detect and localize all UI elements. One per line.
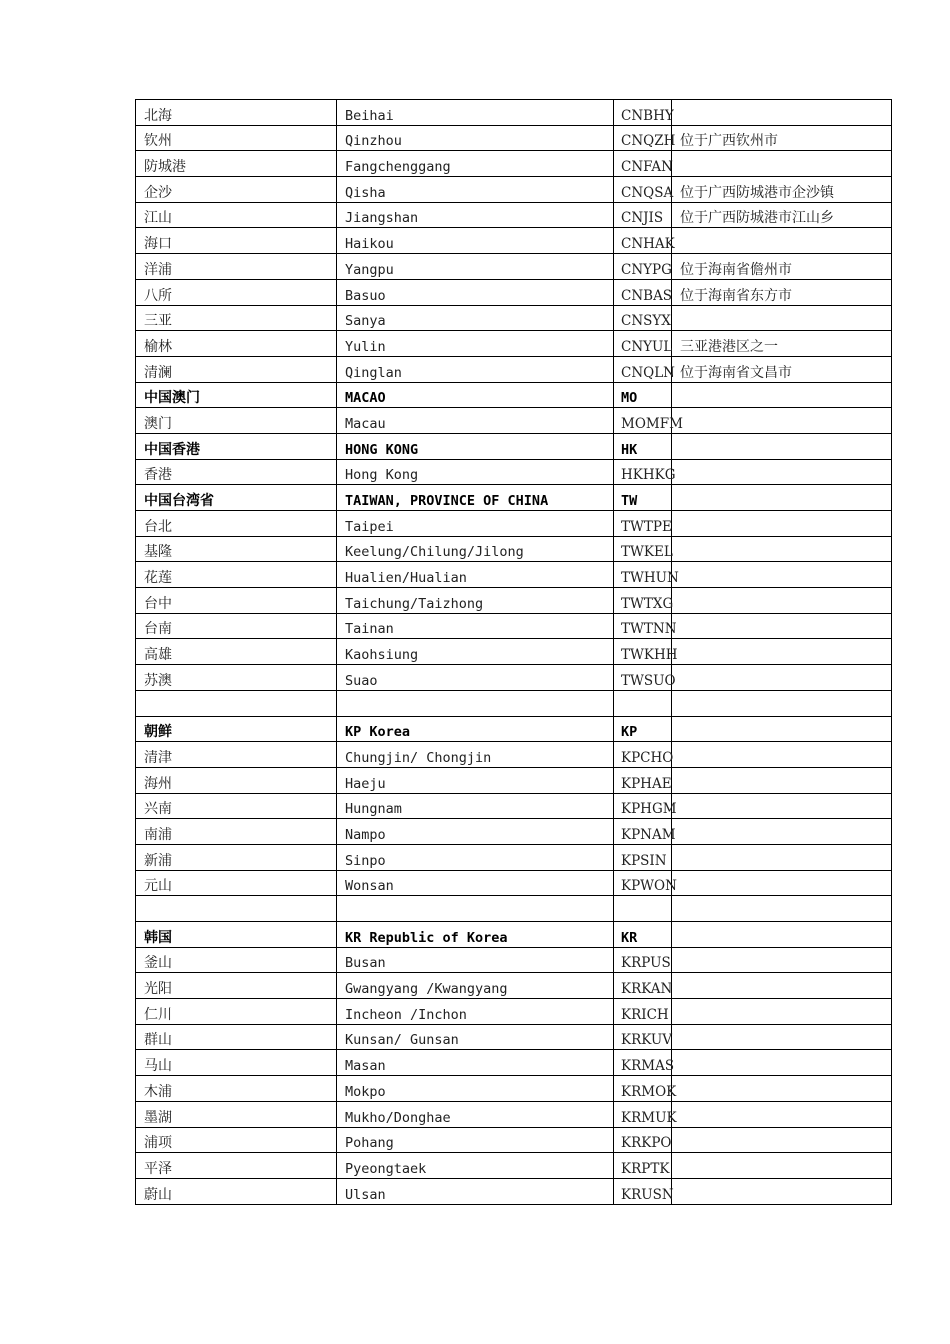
note-cell: 位于广西防城港市江山乡	[672, 202, 892, 228]
english-name-cell: Incheon /Inchon	[337, 999, 614, 1025]
table-row	[136, 767, 892, 793]
port-code-cell: TWSUO	[614, 665, 672, 691]
english-name-cell: MACAO	[337, 382, 614, 408]
port-code-cell: KRKUV	[614, 1024, 672, 1050]
table-row	[136, 1050, 892, 1076]
note-cell	[672, 1024, 892, 1050]
table-row	[136, 408, 892, 434]
english-name-cell	[337, 896, 614, 922]
table-row	[136, 947, 892, 973]
english-name-cell	[337, 690, 614, 716]
table-row	[136, 562, 892, 588]
note-cell	[672, 459, 892, 485]
port-code-cell: KRMOK	[614, 1076, 672, 1102]
chinese-name-cell: 南浦	[136, 819, 337, 845]
table-row	[136, 1127, 892, 1153]
table-row	[136, 1024, 892, 1050]
english-name-cell: Hong Kong	[337, 459, 614, 485]
port-code-cell: CNYUL	[614, 331, 672, 357]
note-cell	[672, 228, 892, 254]
port-code-cell: TWKEL	[614, 536, 672, 562]
port-code-cell: TWTPE	[614, 511, 672, 537]
table-row	[136, 588, 892, 614]
port-code-cell: MO	[614, 382, 672, 408]
table-row	[136, 690, 892, 716]
chinese-name-cell	[136, 896, 337, 922]
english-name-cell: Busan	[337, 947, 614, 973]
table-row	[136, 1101, 892, 1127]
english-name-cell: KP Korea	[337, 716, 614, 742]
port-code-cell: CNQZH	[614, 125, 672, 151]
table-row	[136, 844, 892, 870]
port-code-cell: CNQSA	[614, 177, 672, 203]
english-name-cell: Nampo	[337, 819, 614, 845]
port-code-cell: KRICH	[614, 999, 672, 1025]
note-cell	[672, 819, 892, 845]
port-code-cell: MOMFM	[614, 408, 672, 434]
port-code-cell: TWTXG	[614, 588, 672, 614]
port-table-body	[136, 100, 892, 1205]
chinese-name-cell: 企沙	[136, 177, 337, 203]
table-row	[136, 1076, 892, 1102]
chinese-name-cell: 兴南	[136, 793, 337, 819]
english-name-cell: Beihai	[337, 100, 614, 126]
english-name-cell: TAIWAN, PROVINCE OF CHINA	[337, 485, 614, 511]
chinese-name-cell: 苏澳	[136, 665, 337, 691]
chinese-name-cell: 中国澳门	[136, 382, 337, 408]
note-cell	[672, 382, 892, 408]
note-cell	[672, 408, 892, 434]
port-code-cell: KRKPO	[614, 1127, 672, 1153]
table-row	[136, 999, 892, 1025]
port-code-cell: CNYPG	[614, 254, 672, 280]
english-name-cell: Suao	[337, 665, 614, 691]
note-cell	[672, 100, 892, 126]
english-name-cell: HONG KONG	[337, 433, 614, 459]
country-header-row	[136, 485, 892, 511]
note-cell	[672, 742, 892, 768]
chinese-name-cell: 洋浦	[136, 254, 337, 280]
chinese-name-cell: 基隆	[136, 536, 337, 562]
port-code-cell: CNBHY	[614, 100, 672, 126]
table-row	[136, 613, 892, 639]
chinese-name-cell: 钦州	[136, 125, 337, 151]
note-cell: 位于海南省文昌市	[672, 356, 892, 382]
chinese-name-cell: 中国台湾省	[136, 485, 337, 511]
english-name-cell: Hungnam	[337, 793, 614, 819]
english-name-cell: Haeju	[337, 767, 614, 793]
english-name-cell: Tainan	[337, 613, 614, 639]
english-name-cell: Macau	[337, 408, 614, 434]
english-name-cell: Taichung/Taizhong	[337, 588, 614, 614]
table-row	[136, 331, 892, 357]
port-code-cell: CNFAN	[614, 151, 672, 177]
chinese-name-cell: 釜山	[136, 947, 337, 973]
table-row	[136, 665, 892, 691]
table-row	[136, 254, 892, 280]
port-code-cell: CNSYX	[614, 305, 672, 331]
note-cell	[672, 151, 892, 177]
chinese-name-cell: 海口	[136, 228, 337, 254]
note-cell	[672, 433, 892, 459]
chinese-name-cell: 浦项	[136, 1127, 337, 1153]
note-cell	[672, 716, 892, 742]
english-name-cell: KR Republic of Korea	[337, 922, 614, 948]
english-name-cell: Jiangshan	[337, 202, 614, 228]
note-cell: 位于广西钦州市	[672, 125, 892, 151]
note-cell	[672, 793, 892, 819]
note-cell	[672, 844, 892, 870]
english-name-cell: Pyeongtaek	[337, 1153, 614, 1179]
port-code-cell: CNHAK	[614, 228, 672, 254]
english-name-cell: Yangpu	[337, 254, 614, 280]
english-name-cell: Taipei	[337, 511, 614, 537]
note-cell	[672, 896, 892, 922]
chinese-name-cell: 蔚山	[136, 1178, 337, 1204]
english-name-cell: Haikou	[337, 228, 614, 254]
note-cell	[672, 485, 892, 511]
port-code-cell: KRUSN	[614, 1178, 672, 1204]
note-cell	[672, 922, 892, 948]
chinese-name-cell: 群山	[136, 1024, 337, 1050]
chinese-name-cell: 台中	[136, 588, 337, 614]
note-cell	[672, 639, 892, 665]
english-name-cell: Kunsan/ Gunsan	[337, 1024, 614, 1050]
chinese-name-cell: 清澜	[136, 356, 337, 382]
note-cell	[672, 999, 892, 1025]
chinese-name-cell: 高雄	[136, 639, 337, 665]
port-code-cell: KPNAM	[614, 819, 672, 845]
chinese-name-cell: 台北	[136, 511, 337, 537]
english-name-cell: Kaohsiung	[337, 639, 614, 665]
port-code-cell: TWKHH	[614, 639, 672, 665]
english-name-cell: Gwangyang /Kwangyang	[337, 973, 614, 999]
note-cell	[672, 1101, 892, 1127]
port-code-cell: CNJIS	[614, 202, 672, 228]
table-row	[136, 177, 892, 203]
port-code-cell: TWHUN	[614, 562, 672, 588]
note-cell: 位于海南省儋州市	[672, 254, 892, 280]
table-row	[136, 639, 892, 665]
note-cell: 三亚港港区之一	[672, 331, 892, 357]
port-code-cell	[614, 896, 672, 922]
note-cell	[672, 536, 892, 562]
table-row	[136, 279, 892, 305]
english-name-cell: Sanya	[337, 305, 614, 331]
english-name-cell: Mukho/Donghae	[337, 1101, 614, 1127]
english-name-cell: Hualien/Hualian	[337, 562, 614, 588]
port-code-cell: KPSIN	[614, 844, 672, 870]
chinese-name-cell: 花莲	[136, 562, 337, 588]
note-cell: 位于广西防城港市企沙镇	[672, 177, 892, 203]
english-name-cell: Chungjin/ Chongjin	[337, 742, 614, 768]
chinese-name-cell: 海州	[136, 767, 337, 793]
chinese-name-cell: 三亚	[136, 305, 337, 331]
english-name-cell: Fangchenggang	[337, 151, 614, 177]
chinese-name-cell: 墨湖	[136, 1101, 337, 1127]
table-row	[136, 151, 892, 177]
table-row	[136, 305, 892, 331]
english-name-cell: Ulsan	[337, 1178, 614, 1204]
english-name-cell: Sinpo	[337, 844, 614, 870]
port-code-cell: KPHGM	[614, 793, 672, 819]
port-code-cell: KRKAN	[614, 973, 672, 999]
table-row	[136, 202, 892, 228]
note-cell	[672, 1178, 892, 1204]
port-code-cell: KRPUS	[614, 947, 672, 973]
port-code-cell: KR	[614, 922, 672, 948]
note-cell	[672, 305, 892, 331]
chinese-name-cell: 榆林	[136, 331, 337, 357]
english-name-cell: Yulin	[337, 331, 614, 357]
chinese-name-cell: 台南	[136, 613, 337, 639]
table-row	[136, 125, 892, 151]
country-header-row	[136, 922, 892, 948]
table-row	[136, 100, 892, 126]
note-cell	[672, 511, 892, 537]
note-cell	[672, 1127, 892, 1153]
port-code-cell: KP	[614, 716, 672, 742]
note-cell: 位于海南省东方市	[672, 279, 892, 305]
note-cell	[672, 562, 892, 588]
table-row	[136, 973, 892, 999]
english-name-cell: Wonsan	[337, 870, 614, 896]
table-row	[136, 742, 892, 768]
port-code-cell: KPWON	[614, 870, 672, 896]
english-name-cell: Keelung/Chilung/Jilong	[337, 536, 614, 562]
chinese-name-cell: 马山	[136, 1050, 337, 1076]
chinese-name-cell: 平泽	[136, 1153, 337, 1179]
country-header-row	[136, 382, 892, 408]
english-name-cell: Pohang	[337, 1127, 614, 1153]
note-cell	[672, 973, 892, 999]
port-code-cell: HKHKG	[614, 459, 672, 485]
port-code-table	[135, 99, 892, 1205]
note-cell	[672, 1050, 892, 1076]
chinese-name-cell: 香港	[136, 459, 337, 485]
port-code-cell: HK	[614, 433, 672, 459]
chinese-name-cell	[136, 690, 337, 716]
english-name-cell: Qinglan	[337, 356, 614, 382]
chinese-name-cell: 朝鲜	[136, 716, 337, 742]
english-name-cell: Basuo	[337, 279, 614, 305]
table-row	[136, 1153, 892, 1179]
country-header-row	[136, 433, 892, 459]
chinese-name-cell: 北海	[136, 100, 337, 126]
port-code-cell: CNQLN	[614, 356, 672, 382]
table-row	[136, 819, 892, 845]
table-row	[136, 459, 892, 485]
chinese-name-cell: 元山	[136, 870, 337, 896]
chinese-name-cell: 澳门	[136, 408, 337, 434]
table-row	[136, 896, 892, 922]
port-code-cell: KPHAE	[614, 767, 672, 793]
port-code-cell: TW	[614, 485, 672, 511]
chinese-name-cell: 防城港	[136, 151, 337, 177]
chinese-name-cell: 清津	[136, 742, 337, 768]
note-cell	[672, 947, 892, 973]
table-row	[136, 870, 892, 896]
note-cell	[672, 1076, 892, 1102]
note-cell	[672, 665, 892, 691]
chinese-name-cell: 中国香港	[136, 433, 337, 459]
port-code-cell: KRMAS	[614, 1050, 672, 1076]
table-row	[136, 228, 892, 254]
note-cell	[672, 690, 892, 716]
english-name-cell: Qinzhou	[337, 125, 614, 151]
port-code-cell: TWTNN	[614, 613, 672, 639]
note-cell	[672, 1153, 892, 1179]
table-row	[136, 511, 892, 537]
port-code-cell: KRPTK	[614, 1153, 672, 1179]
chinese-name-cell: 韩国	[136, 922, 337, 948]
note-cell	[672, 767, 892, 793]
chinese-name-cell: 八所	[136, 279, 337, 305]
table-row	[136, 536, 892, 562]
note-cell	[672, 613, 892, 639]
table-row	[136, 1178, 892, 1204]
note-cell	[672, 870, 892, 896]
table-row	[136, 793, 892, 819]
port-code-cell: KRMUK	[614, 1101, 672, 1127]
chinese-name-cell: 木浦	[136, 1076, 337, 1102]
port-code-cell: CNBAS	[614, 279, 672, 305]
english-name-cell: Qisha	[337, 177, 614, 203]
table-row	[136, 356, 892, 382]
english-name-cell: Mokpo	[337, 1076, 614, 1102]
english-name-cell: Masan	[337, 1050, 614, 1076]
chinese-name-cell: 仁川	[136, 999, 337, 1025]
port-code-cell: KPCHO	[614, 742, 672, 768]
chinese-name-cell: 江山	[136, 202, 337, 228]
chinese-name-cell: 新浦	[136, 844, 337, 870]
country-header-row	[136, 716, 892, 742]
chinese-name-cell: 光阳	[136, 973, 337, 999]
note-cell	[672, 588, 892, 614]
port-code-cell	[614, 690, 672, 716]
